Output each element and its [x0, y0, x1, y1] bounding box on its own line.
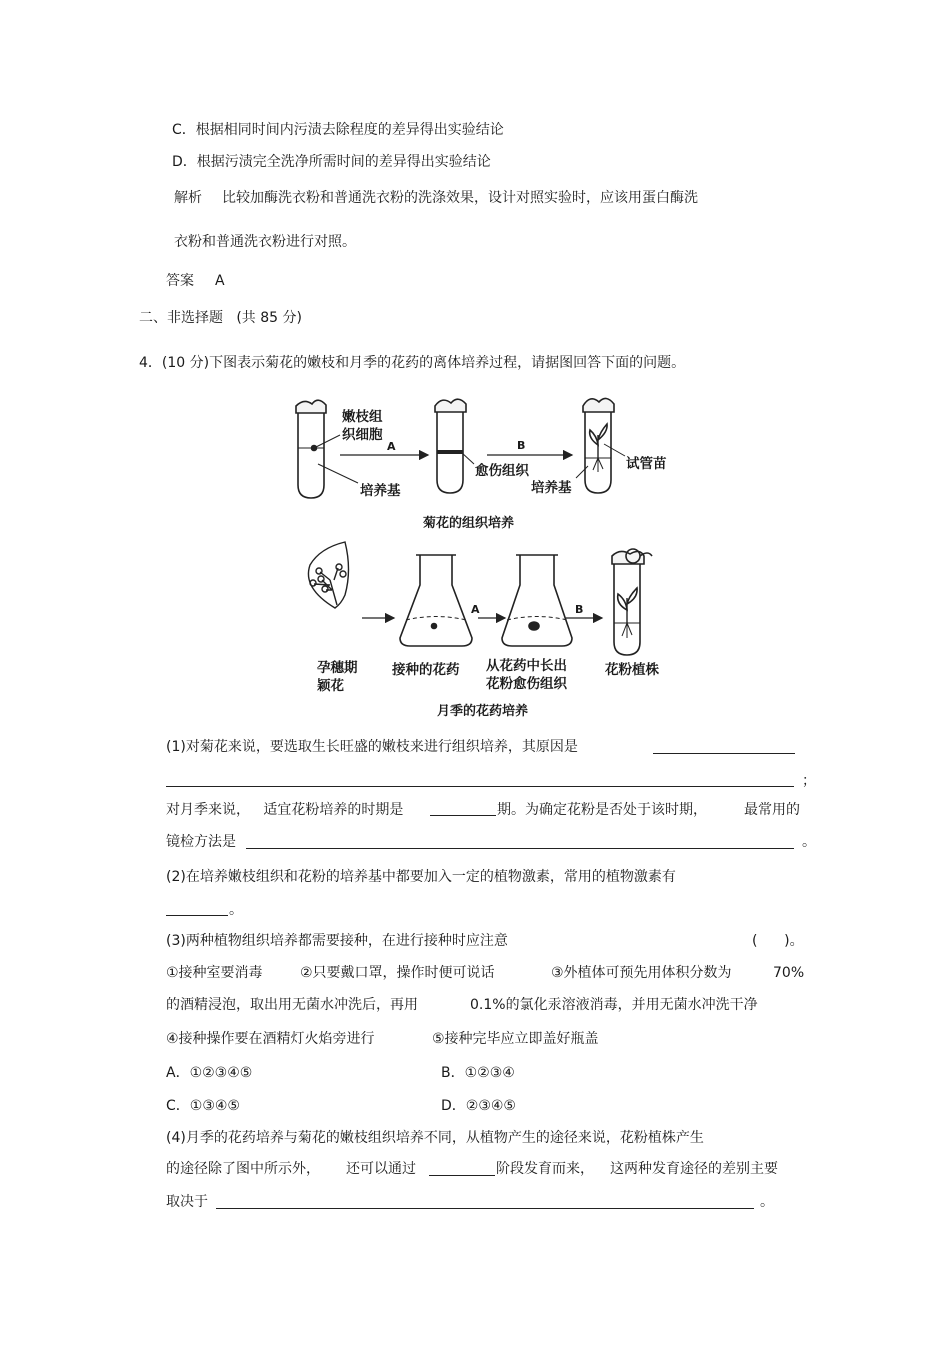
label-arrow-a-2: A: [471, 603, 480, 616]
figure-1-caption: 菊花的组织培养: [423, 516, 515, 531]
q4-1-line-3b: 期。为确定花粉是否处于该时期，: [497, 802, 707, 818]
q4-4-blank-depends[interactable]: [216, 1194, 754, 1209]
answer-value: A: [215, 273, 225, 289]
q4-3-choice-c[interactable]: C．①③④⑤: [166, 1098, 240, 1114]
q4-4-line-2d: 这两种发育途径的差别主要: [610, 1161, 778, 1177]
q4-1-line-3c: 最常用的: [744, 802, 800, 818]
label-medium-2: 培养基: [531, 480, 572, 496]
label-spikelet-2: 颖花: [317, 678, 344, 694]
q4-3-choice-d[interactable]: D．②③④⑤: [441, 1098, 516, 1114]
option-c: C．根据相同时间内污渍去除程度的差异得出实验结论: [172, 122, 504, 138]
option-d: D．根据污渍完全洗净所需时间的差异得出实验结论: [172, 154, 491, 170]
q4-3-item-3c: 的酒精浸泡，取出用无菌水冲洗后，再用: [166, 997, 418, 1013]
label-medium-1: 培养基: [360, 483, 401, 499]
q4-1-period: 。: [802, 834, 816, 850]
label-spikelet-1: 孕穗期: [317, 660, 358, 676]
q4-1-blank-period[interactable]: [430, 801, 496, 816]
q4-1-blank-1[interactable]: [653, 739, 795, 754]
label-callus: 愈伤组织: [475, 463, 529, 479]
q4-3-choice-a[interactable]: A．①②③④⑤: [166, 1065, 253, 1081]
tube-2: [435, 399, 466, 493]
pointer-medium-2: [576, 466, 588, 478]
q4-4-line-1: (4)月季的花药培养与菊花的嫩枝组织培养不同，从植物产生的途径来说，花粉植株产生: [166, 1130, 704, 1146]
q4-4-line-2b: 还可以通过: [346, 1161, 416, 1177]
q4-4-period: 。: [760, 1194, 774, 1210]
label-inoculated-anther: 接种的花药: [392, 662, 460, 678]
figure-2-caption: 月季的花药培养: [437, 704, 529, 719]
q4-1-semicolon: ；: [802, 773, 816, 789]
label-arrow-a-1: A: [387, 440, 396, 453]
spikelet-drawing: [308, 542, 348, 608]
label-pollen-callus-1: 从花药中长出: [486, 658, 567, 674]
q4-4-line-3: 取决于: [166, 1194, 208, 1210]
q4-1-blank-2[interactable]: [166, 772, 794, 787]
q4-3-item-2: ②只要戴口罩，操作时便可说话: [300, 965, 495, 981]
q4-1-blank-method[interactable]: [246, 834, 794, 849]
q4-4-blank-stage[interactable]: [429, 1161, 495, 1176]
tube-3: [583, 398, 614, 493]
q4-4-line-2c: 阶段发育而来，: [496, 1161, 594, 1177]
q4-2-line-1: (2)在培养嫩枝组织和花粉的培养基中都要加入一定的植物激素，常用的植物激素有: [166, 869, 676, 885]
analysis-label: 解析: [174, 190, 202, 206]
tube-4: [612, 549, 652, 655]
label-arrow-b-2: B: [575, 603, 584, 616]
analysis-text-1: 比较加酶洗衣粉和普通洗衣粉的洗涤效果，设计对照实验时，应该用蛋白酶洗: [222, 190, 698, 206]
question-4-stem: 4．(10 分)下图表示菊花的嫩枝和月季的花药的离体培养过程，请据图回答下面的问题。: [139, 355, 686, 371]
pointer-cells: [316, 435, 340, 447]
label-seedling: 试管苗: [626, 456, 667, 472]
q4-3-item-3b: 70%: [773, 965, 805, 981]
label-pollen-plant: 花粉植株: [605, 662, 659, 678]
label-twig-cells-2: 织细胞: [342, 427, 383, 443]
q4-3-item-3a: ③外植体可预先用体积分数为: [551, 965, 732, 981]
q4-3-choice-b[interactable]: B．①②③④: [441, 1065, 515, 1081]
pointer-seedling: [604, 444, 625, 456]
answer-label: 答案: [166, 273, 194, 289]
q4-3-line-1: (3)两种植物组织培养都需要接种，在进行接种时应注意: [166, 933, 508, 949]
q4-2-period: 。: [229, 902, 243, 918]
q4-3-answer-paren[interactable]: ( )。: [752, 933, 804, 949]
flask-2: [502, 555, 572, 646]
tube-1: [296, 400, 326, 498]
q4-3-item-5: ⑤接种完毕应立即盖好瓶盖: [432, 1031, 599, 1047]
section-title: 二、非选择题 (共 85 分): [139, 310, 302, 326]
q4-2-blank[interactable]: [166, 901, 228, 916]
q4-3-item-4: ④接种操作要在酒精灯火焰旁进行: [166, 1031, 375, 1047]
q4-4-line-2a: 的途径除了图中所示外，: [166, 1161, 320, 1177]
flask-1: [400, 555, 472, 646]
q4-1-line-1: (1)对菊花来说，要选取生长旺盛的嫩枝来进行组织培养，其原因是: [166, 739, 578, 755]
q4-3-item-1: ①接种室要消毒: [166, 965, 263, 981]
analysis-text-2: 衣粉和普通洗衣粉进行对照。: [174, 234, 356, 250]
label-twig-cells-1: 嫩枝组: [342, 409, 383, 425]
label-pollen-callus-2: 花粉愈伤组织: [486, 676, 567, 692]
q4-1-line-3a: 对月季来说， 适宜花粉培养的时期是: [166, 802, 404, 818]
q4-1-line-4: 镜检方法是: [166, 834, 236, 850]
q4-3-item-3d: 0.1%的氯化汞溶液消毒，并用无菌水冲洗干净: [470, 997, 758, 1013]
label-arrow-b-1: B: [517, 439, 526, 452]
